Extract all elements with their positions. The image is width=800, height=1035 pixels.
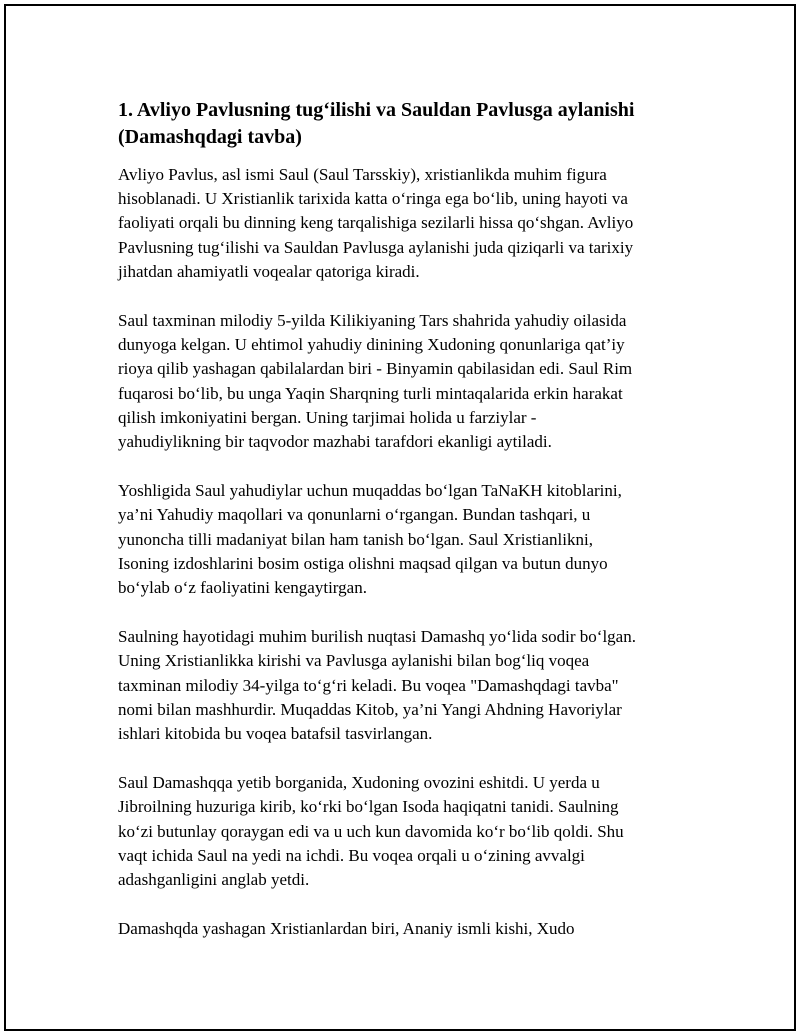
text-line: Isoning izdoshlarini bosim ostiga olishni maqsad qilgan va butun dunyo xyxy=(118,553,608,573)
text-line: Saulning hayotidagi muhim burilish nuqtasi Damashq yo‘lida sodir bo‘lgan. xyxy=(118,627,636,647)
paragraph xyxy=(118,479,698,600)
text-line: Yoshligida Saul yahudiylar uchun muqaddas bo‘lgan TaNaKH kitoblarini, xyxy=(118,481,622,501)
text-line: Jibroilning huzuriga kirib, ko‘rki bo‘lgan Isoda haqiqatni tanidi. Saulning xyxy=(118,797,619,817)
text-line: taxminan milodiy 34-yilga to‘g‘ri keladi. Bu voqea "Damashqdagi tavba" xyxy=(118,675,619,695)
paragraph xyxy=(118,917,698,941)
document-body xyxy=(118,97,698,966)
text-line: ko‘zi butunlay qoraygan edi va u uch kun davomida ko‘r bo‘lib qoldi. Shu xyxy=(118,821,624,841)
text-line: ya’ni Yahudiy maqollari va qonunlarni o‘rgangan. Bundan tashqari, u xyxy=(118,505,591,525)
text-line: qilish imkoniyatini bergan. Uning tarjimai holida u farziylar - xyxy=(118,407,537,427)
paragraph xyxy=(118,309,698,454)
text-line: Damashqda yashagan Xristianlardan biri, Ananiy ismli kishi, Xudo xyxy=(118,919,575,939)
text-line: fuqarosi bo‘lib, bu unga Yaqin Sharqning turli mintaqalarida erkin harakat xyxy=(118,383,623,403)
text-line: Saul Damashqqa yetib borganida, Xudoning ovozini eshitdi. U yerda u xyxy=(118,773,600,793)
heading-line: 1. Avliyo Pavlusning tug‘ilishi va Sauldan Pavlusga aylanishi xyxy=(118,99,635,121)
heading-line: (Damashqdagi tavba) xyxy=(118,126,302,148)
paragraph xyxy=(118,625,698,746)
text-line: jihatdan ahamiyatli voqealar qatoriga kiradi. xyxy=(118,261,420,281)
text-line: nomi bilan mashhurdir. Muqaddas Kitob, ya’ni Yangi Ahdning Havoriylar xyxy=(118,699,622,719)
text-line: ishlari kitobida bu voqea batafsil tasvirlangan. xyxy=(118,724,433,744)
text-line: hisoblanadi. U Xristianlik tarixida katta o‘ringa ega bo‘lib, uning hayoti va xyxy=(118,189,628,209)
section-heading xyxy=(118,97,698,151)
text-line: Avliyo Pavlus, asl ismi Saul (Saul Tarsskiy), xristianlikda muhim figura xyxy=(118,165,607,184)
paragraph xyxy=(118,163,698,284)
text-line: bo‘ylab o‘z faoliyatini kengaytirgan. xyxy=(118,578,367,598)
text-line: yahudiylikning bir taqvodor mazhabi tarafdori ekanligi aytiladi. xyxy=(118,432,552,452)
text-line: yunoncha tilli madaniyat bilan ham tanish bo‘lgan. Saul Xristianlikni, xyxy=(118,529,593,549)
text-line: adashganligini anglab yetdi. xyxy=(118,870,310,890)
text-line: rioya qilib yashagan qabilalardan biri - Binyamin qabilasidan edi. Saul Rim xyxy=(118,359,633,379)
text-line: Saul taxminan milodiy 5-yilda Kilikiyaning Tars shahrida yahudiy oilasida xyxy=(118,311,627,331)
text-line: dunyoga kelgan. U ehtimol yahudiy dinining Xudoning qonunlariga qat’iy xyxy=(118,335,625,355)
text-line: Uning Xristianlikka kirishi va Pavlusga aylanishi bilan bog‘liq voqea xyxy=(118,651,590,671)
paragraph xyxy=(118,771,698,892)
text-line: Pavlusning tug‘ilishi va Sauldan Pavlusga aylanishi juda qiziqarli va tarixiy xyxy=(118,237,634,257)
text-line: faoliyati orqali bu dinning keng tarqalishiga sezilarli hissa qo‘shgan. Avliyo xyxy=(118,213,634,233)
text-line: vaqt ichida Saul na yedi na ichdi. Bu voqea orqali u o‘zining avvalgi xyxy=(118,845,585,865)
